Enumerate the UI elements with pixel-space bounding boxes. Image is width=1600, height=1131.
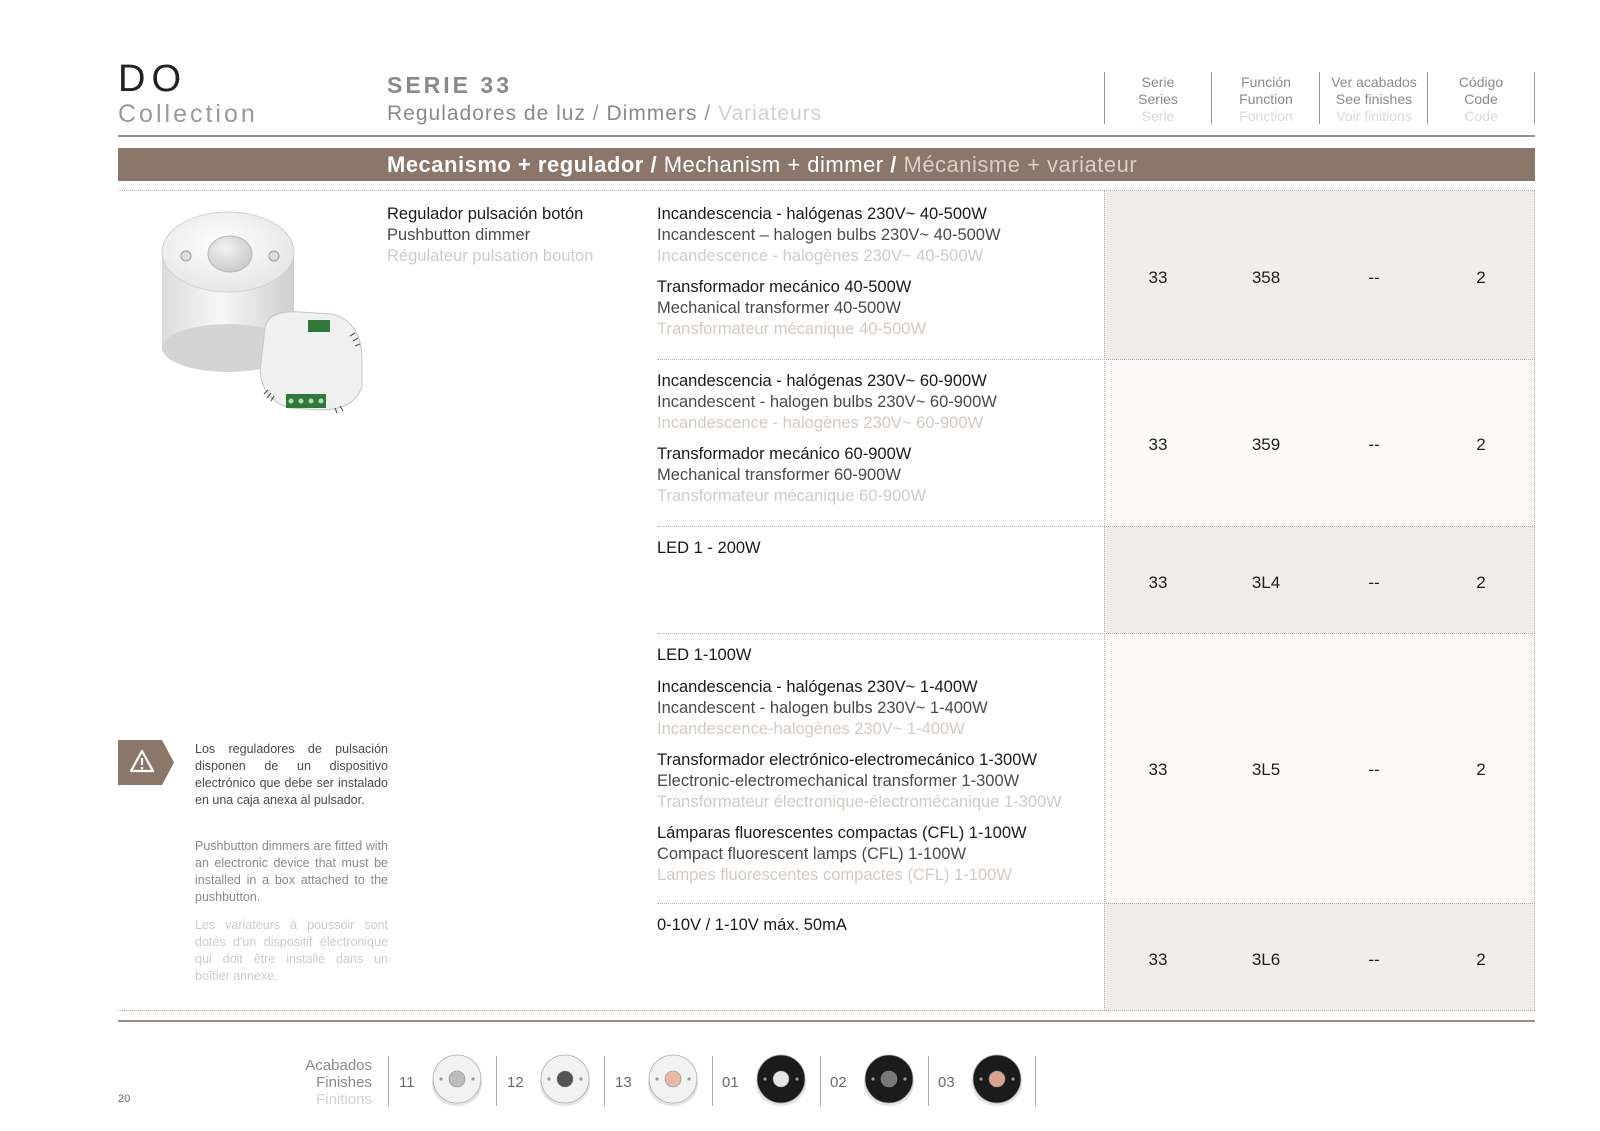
table-bottom-rule <box>118 1010 1535 1011</box>
spec-es: Transformador electrónico-electromecánico 1-300W <box>657 751 1037 769</box>
spec-es: 0-10V / 1-10V máx. 50mA <box>657 916 847 934</box>
spec-en: Electronic-electromechanical transformer 1-300W <box>657 772 1020 790</box>
serie-subtitle <box>387 102 822 126</box>
column-header-es: Código <box>1458 74 1504 90</box>
cell-serie: 33 <box>1148 435 1168 454</box>
row-divider <box>657 633 1535 634</box>
finishes-label-en: Finishes <box>316 1074 372 1091</box>
table-divider <box>1104 190 1105 1010</box>
section-separator: / <box>650 152 658 177</box>
finish-swatch-03[interactable] <box>967 1050 1027 1110</box>
column-header-en: Code <box>1464 91 1498 107</box>
cell-serie: 33 <box>1148 268 1168 287</box>
spec-en: Incandescent - halogen bulbs 230V~ 60-900W <box>657 393 997 411</box>
cell-codigo: 2 <box>1476 760 1486 779</box>
spec-es: LED 1-100W <box>657 646 752 664</box>
cell-serie: 33 <box>1148 760 1168 779</box>
finish-divider <box>928 1056 929 1106</box>
spec-es: Incandescencia - halógenas 230V~ 60-900W <box>657 372 987 390</box>
section-title-en: Mechanism + dimmer <box>663 152 884 177</box>
row-divider <box>657 526 1535 527</box>
serie-title: SERIE 33 <box>387 72 512 98</box>
column-header-fr: Code <box>1464 108 1498 124</box>
column-header-es: Ver acabados <box>1331 74 1417 90</box>
column-header-es: Serie <box>1141 74 1175 90</box>
spec-es: Lámparas fluorescentes compactas (CFL) 1-100W <box>657 824 1027 842</box>
spec-fr: Incandescence - halogènes 230V~ 60-900W <box>657 414 984 432</box>
finish-code: 02 <box>830 1074 847 1091</box>
section-title-fr: Mécanisme + variateur <box>903 152 1138 177</box>
spec-es: Transformador mecánico 60-900W <box>657 445 912 463</box>
column-header-fr: Serie <box>1141 108 1175 124</box>
finish-code: 11 <box>399 1074 415 1091</box>
finish-divider <box>496 1056 497 1106</box>
warning-text-fr: Les variateurs à poussoir sont dotés d'un dispositif électronique qui doit être installé dans un boîtier annexe. <box>195 918 388 983</box>
column-header-codigo <box>1427 74 1535 125</box>
cell-funcion: 359 <box>1251 435 1281 454</box>
spec-es: Transformador mecánico 40-500W <box>657 278 912 296</box>
table-divider <box>1534 190 1535 1010</box>
finish-divider <box>820 1056 821 1106</box>
column-header-es: Función <box>1241 74 1291 90</box>
finish-code: 03 <box>938 1074 955 1091</box>
spec-fr: Transformateur mécanique 40-500W <box>657 320 927 338</box>
cell-acabados: -- <box>1368 268 1380 287</box>
product-name-fr: Régulateur pulsation bouton <box>387 247 594 265</box>
serie-sub-separator: / <box>592 102 600 125</box>
finishes-label-fr: Finitions <box>316 1091 372 1108</box>
serie-sub-en: Dimmers <box>606 102 698 125</box>
serie-sub-separator: / <box>704 102 712 125</box>
cell-acabados: -- <box>1368 760 1380 779</box>
spec-es: LED 1 - 200W <box>657 539 761 557</box>
section-band <box>118 148 1535 181</box>
brand-name: DO <box>118 58 187 100</box>
header-rule <box>118 135 1535 137</box>
finish-code: 12 <box>507 1074 524 1091</box>
cell-serie: 33 <box>1148 950 1168 969</box>
cell-acabados: -- <box>1368 950 1380 969</box>
spec-fr: Incandescence - halogènes 230V~ 40-500W <box>657 247 984 265</box>
spec-en: Mechanical transformer 40-500W <box>657 299 901 317</box>
warning-icon <box>118 740 174 785</box>
spec-es: Incandescencia - halógenas 230V~ 1-400W <box>657 678 978 696</box>
finish-divider <box>712 1056 713 1106</box>
finish-swatch-12[interactable] <box>535 1050 595 1110</box>
cell-acabados: -- <box>1368 573 1380 592</box>
column-header-en: Function <box>1239 91 1293 107</box>
cell-codigo: 2 <box>1476 435 1486 454</box>
column-header-funcion <box>1212 74 1320 125</box>
cell-acabados: -- <box>1368 435 1380 454</box>
footer-rule <box>118 1020 1535 1022</box>
product-name-es: Regulador pulsación botón <box>387 205 584 223</box>
finish-swatch-13[interactable] <box>643 1050 703 1110</box>
cell-funcion: 358 <box>1251 268 1281 287</box>
cell-funcion: 3L5 <box>1251 760 1281 779</box>
column-header-en: See finishes <box>1335 91 1413 107</box>
cell-funcion: 3L4 <box>1251 573 1281 592</box>
spec-en: Compact fluorescent lamps (CFL) 1-100W <box>657 845 967 863</box>
finish-divider <box>1035 1056 1036 1106</box>
column-header-serie <box>1104 74 1212 125</box>
finish-divider <box>388 1056 389 1106</box>
spec-fr: Incandescence-halogènes 230V~ 1-400W <box>657 720 965 738</box>
row-divider <box>657 903 1535 904</box>
row-divider <box>657 359 1535 360</box>
cell-funcion: 3L6 <box>1251 950 1281 969</box>
spec-es: Incandescencia - halógenas 230V~ 40-500W <box>657 205 987 223</box>
warning-text-en: Pushbutton dimmers are fitted with an electronic device that must be installed in a box attached to the pushbutton. <box>195 839 388 904</box>
finish-swatch-11[interactable] <box>427 1050 487 1110</box>
spec-fr: Transformateur mécanique 60-900W <box>657 487 927 505</box>
warning-text-es: Los reguladores de pulsación disponen de un dispositivo electrónico que debe ser instalado en una caja anexa al pulsador. <box>195 742 388 807</box>
finishes-label-es: Acabados <box>305 1057 372 1074</box>
column-divider <box>1534 72 1535 124</box>
column-header-en: Series <box>1138 91 1178 107</box>
spec-en: Mechanical transformer 60-900W <box>657 466 901 484</box>
product-image <box>150 210 380 430</box>
cell-serie: 33 <box>1148 573 1168 592</box>
spec-fr: Lampes fluorescentes compactes (CFL) 1-100W <box>657 866 1012 884</box>
spec-en: Incandescent - halogen bulbs 230V~ 1-400W <box>657 699 988 717</box>
brand-collection: Collection <box>118 100 258 128</box>
section-separator: / <box>890 152 897 177</box>
cell-codigo: 2 <box>1476 268 1486 287</box>
section-title-es: Mecanismo + regulador <box>387 152 644 177</box>
finish-swatch-01[interactable] <box>751 1050 811 1110</box>
finish-swatch-02[interactable] <box>859 1050 919 1110</box>
column-header-fr: Fonction <box>1239 108 1293 124</box>
finish-code: 01 <box>722 1074 739 1091</box>
finish-code: 13 <box>615 1074 632 1091</box>
cell-codigo: 2 <box>1476 950 1486 969</box>
serie-sub-es: Reguladores de luz <box>387 102 586 125</box>
product-name-en: Pushbutton dimmer <box>387 226 531 244</box>
finish-divider <box>604 1056 605 1106</box>
page-number: 20 <box>118 1093 131 1105</box>
serie-sub-fr: Variateurs <box>718 102 823 125</box>
spec-fr: Transformateur électronique-électromécanique 1-300W <box>657 793 1062 811</box>
column-header-fr: Voir finitions <box>1336 108 1412 124</box>
column-header-acabados <box>1320 74 1428 125</box>
spec-en: Incandescent – halogen bulbs 230V~ 40-500W <box>657 226 1001 244</box>
cell-codigo: 2 <box>1476 573 1486 592</box>
finishes-label <box>305 1057 372 1108</box>
